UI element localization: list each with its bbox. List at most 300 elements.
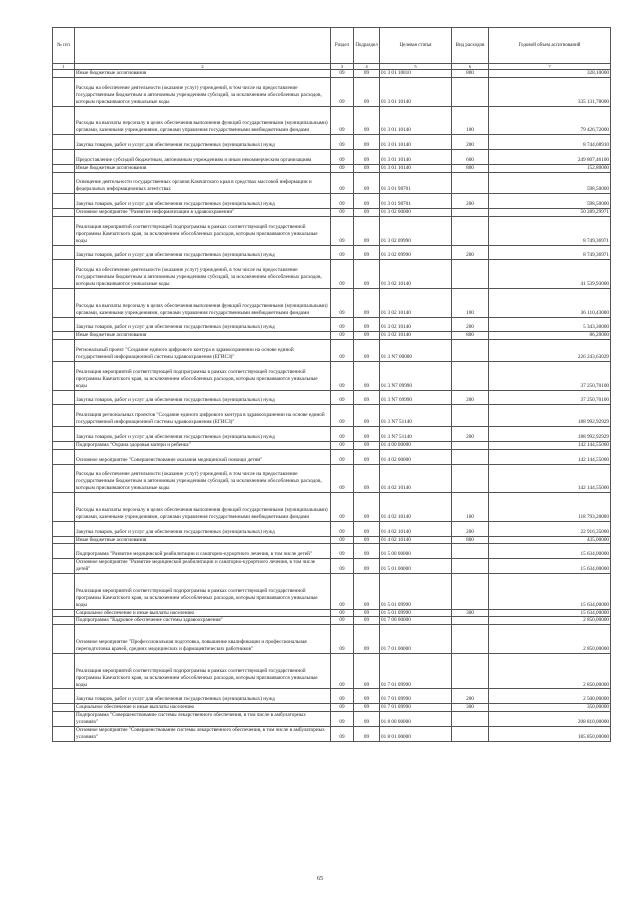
table-row <box>53 712 611 727</box>
cell-amount: 2 850,00000 <box>489 653 611 689</box>
cell-vid <box>452 559 489 574</box>
cell-article: 01 7 00 00000 <box>380 617 452 625</box>
cell-name: Предоставление субсидий бюджетным, автономным учреждениям и иным некоммерческим организациям <box>75 149 331 164</box>
cell-vid: 800 <box>452 164 489 172</box>
table-body <box>53 70 611 742</box>
cell-vid <box>452 340 489 362</box>
cell-article: 01 8 01 00000 <box>380 726 452 741</box>
cell-podrazdel: 09 <box>354 712 380 727</box>
cell-razdel: 09 <box>331 164 354 172</box>
cell-podrazdel: 09 <box>354 653 380 689</box>
cell-razdel: 09 <box>331 172 354 194</box>
header-num: № п/п <box>53 28 75 64</box>
cell-article: 01 3 01 10010 <box>380 70 452 78</box>
cell-vid <box>452 172 489 194</box>
cell-num <box>53 493 75 522</box>
cell-razdel: 09 <box>331 464 354 493</box>
cell-vid <box>452 77 489 106</box>
cell-podrazdel: 09 <box>354 332 380 340</box>
cell-vid <box>452 617 489 625</box>
cell-amount: 22 916,35000 <box>489 521 611 536</box>
cell-amount: 36 110,43000 <box>489 288 611 317</box>
cell-num <box>53 536 75 544</box>
cell-podrazdel: 09 <box>354 216 380 245</box>
table-row <box>53 260 611 289</box>
cell-num <box>53 726 75 741</box>
cell-article: 01 7 01 00000 <box>380 625 452 654</box>
cell-name: Расходы на выплаты персоналу в целях обеспечения выполнения функций государственными (муниципальными) органами, казенными учреждениями, органами управления государственными внебюджетными фондами <box>75 106 331 135</box>
page-number: 65 <box>317 876 323 882</box>
cell-podrazdel: 09 <box>354 559 380 574</box>
cell-razdel: 09 <box>331 405 354 427</box>
cell-razdel: 09 <box>331 704 354 712</box>
cell-razdel: 09 <box>331 332 354 340</box>
table-row <box>53 449 611 464</box>
cell-amount: 185 850,00000 <box>489 726 611 741</box>
cell-razdel: 09 <box>331 536 354 544</box>
cell-razdel: 09 <box>331 216 354 245</box>
cell-razdel: 09 <box>331 625 354 654</box>
cell-article: 01 5 01 09990 <box>380 574 452 610</box>
column-number: 4 <box>354 64 380 70</box>
cell-vid <box>452 405 489 427</box>
cell-name: Основное мероприятие "Развитие медицинской реабилитации и санаторно-курортного лечения, в том числе детей" <box>75 559 331 574</box>
cell-num <box>53 288 75 317</box>
cell-num <box>53 544 75 559</box>
cell-name: Подпрограмма "Охрана здоровья матери и ребенка" <box>75 441 331 449</box>
cell-name: Подпрограмма "Кадровое обеспечение системы здравоохранения" <box>75 617 331 625</box>
cell-vid: 100 <box>452 288 489 317</box>
cell-razdel: 09 <box>331 209 354 217</box>
cell-vid: 200 <box>452 135 489 150</box>
cell-num <box>53 609 75 617</box>
cell-razdel: 09 <box>331 427 354 442</box>
cell-razdel: 09 <box>331 245 354 260</box>
cell-vid: 100 <box>452 106 489 135</box>
cell-name: Расходы на выплаты персоналу в целях обеспечения выполнения функций государственными (муниципальными) органами, казенными учреждениями, органами управления государственными внебюджетными фондами <box>75 288 331 317</box>
cell-name: Иные бюджетные ассигнования <box>75 536 331 544</box>
cell-razdel: 09 <box>331 521 354 536</box>
cell-vid: 100 <box>452 493 489 522</box>
cell-article: 01 8 00 00000 <box>380 712 452 727</box>
cell-amount: 15 634,00000 <box>489 544 611 559</box>
cell-podrazdel: 09 <box>354 390 380 405</box>
cell-amount: 15 634,00000 <box>489 609 611 617</box>
cell-razdel: 09 <box>331 441 354 449</box>
cell-podrazdel: 09 <box>354 464 380 493</box>
header-amount: Годовой объем ассигнований <box>489 28 611 64</box>
cell-article: 01 3 N7 00000 <box>380 340 452 362</box>
cell-article: 01 5 00 00000 <box>380 544 452 559</box>
cell-article: 01 3 01 10140 <box>380 164 452 172</box>
table-row <box>53 390 611 405</box>
cell-podrazdel: 09 <box>354 609 380 617</box>
cell-article: 01 3 01 98701 <box>380 194 452 209</box>
cell-amount: 50 289,29971 <box>489 209 611 217</box>
cell-razdel: 09 <box>331 77 354 106</box>
cell-razdel: 09 <box>331 70 354 78</box>
cell-amount: 598,50000 <box>489 172 611 194</box>
table-row <box>53 216 611 245</box>
cell-vid <box>452 544 489 559</box>
cell-vid: 300 <box>452 609 489 617</box>
cell-podrazdel: 09 <box>354 726 380 741</box>
cell-num <box>53 172 75 194</box>
header-article: Целевая статья <box>380 28 452 64</box>
cell-podrazdel: 09 <box>354 260 380 289</box>
cell-article: 01 7 01 09990 <box>380 653 452 689</box>
table-row <box>53 726 611 741</box>
cell-num <box>53 340 75 362</box>
cell-article: 01 3 02 10140 <box>380 332 452 340</box>
table-row <box>53 493 611 522</box>
table-header-row <box>53 28 611 64</box>
cell-podrazdel: 09 <box>354 521 380 536</box>
table-row <box>53 209 611 217</box>
cell-vid: 800 <box>452 70 489 78</box>
cell-name: Расходы на обеспечение деятельности (оказание услуг) учреждений, в том числе на предоставление государственным бюджетным и автономным учреждениям субсидий, за исключением обособленных расходов, которым присваиваются уникальные коды <box>75 260 331 289</box>
cell-amount: 350,00000 <box>489 704 611 712</box>
cell-amount: 188 992,92929 <box>489 405 611 427</box>
table-row <box>53 288 611 317</box>
cell-num <box>53 689 75 704</box>
cell-num <box>53 521 75 536</box>
cell-razdel: 09 <box>331 712 354 727</box>
cell-razdel: 09 <box>331 449 354 464</box>
cell-article: 01 3 01 10140 <box>380 135 452 150</box>
cell-name: Освещение деятельности государственных органов Камчатского края в средствах массовой информации и федеральных информационных агентствах <box>75 172 331 194</box>
cell-name: Социальное обеспечение и иные выплаты населению <box>75 704 331 712</box>
cell-podrazdel: 09 <box>354 164 380 172</box>
table-row <box>53 164 611 172</box>
cell-podrazdel: 09 <box>354 441 380 449</box>
cell-vid: 800 <box>452 332 489 340</box>
cell-name: Основное мероприятие "Совершенствование системы лекарственного обеспечения, в том числе в амбулаторных условиях" <box>75 726 331 741</box>
cell-razdel: 09 <box>331 559 354 574</box>
cell-article: 01 3 02 09990 <box>380 245 452 260</box>
cell-name: Региональный проект "Создание единого цифрового контура в здравоохранении на основе единой государственной информационной системы здравоохранения (ЕГИСЗ)" <box>75 340 331 362</box>
cell-amount: 435,00000 <box>489 536 611 544</box>
cell-podrazdel: 09 <box>354 317 380 332</box>
cell-amount: 5 343,30000 <box>489 317 611 332</box>
cell-name: Реализация мероприятий соответствующей подпрограммы в рамках соответствующей государственной программы Камчатского края, за исключением обособленных расходов, которым присваиваются уникальные коды <box>75 653 331 689</box>
cell-podrazdel: 09 <box>354 194 380 209</box>
cell-article: 01 7 01 09990 <box>380 689 452 704</box>
cell-num <box>53 405 75 427</box>
cell-article: 01 4 00 00000 <box>380 441 452 449</box>
cell-num <box>53 390 75 405</box>
cell-article: 01 7 01 09990 <box>380 704 452 712</box>
table-row <box>53 464 611 493</box>
table-row <box>53 441 611 449</box>
cell-amount: 15 634,00000 <box>489 574 611 610</box>
cell-podrazdel: 09 <box>354 574 380 610</box>
cell-vid: 300 <box>452 704 489 712</box>
table-row <box>53 194 611 209</box>
table-row <box>53 149 611 164</box>
cell-article: 01 5 01 09990 <box>380 609 452 617</box>
table-row <box>53 245 611 260</box>
cell-num <box>53 260 75 289</box>
cell-num <box>53 361 75 390</box>
cell-podrazdel: 09 <box>354 135 380 150</box>
cell-vid: 200 <box>452 390 489 405</box>
cell-podrazdel: 09 <box>354 172 380 194</box>
cell-vid: 200 <box>452 245 489 260</box>
cell-num <box>53 332 75 340</box>
cell-podrazdel: 09 <box>354 149 380 164</box>
cell-amount: 8 749,36971 <box>489 245 611 260</box>
table-row <box>53 340 611 362</box>
table-row <box>53 653 611 689</box>
cell-article: 01 4 02 10140 <box>380 493 452 522</box>
table-row <box>53 70 611 78</box>
cell-vid <box>452 209 489 217</box>
cell-num <box>53 164 75 172</box>
cell-article: 01 3 02 10140 <box>380 260 452 289</box>
cell-num <box>53 449 75 464</box>
table-row <box>53 106 611 135</box>
cell-article: 01 3 01 98701 <box>380 172 452 194</box>
cell-amount: 37 250,70100 <box>489 390 611 405</box>
cell-vid <box>452 574 489 610</box>
table-row <box>53 405 611 427</box>
cell-amount: 226 243,63029 <box>489 340 611 362</box>
cell-podrazdel: 09 <box>354 544 380 559</box>
cell-podrazdel: 09 <box>354 340 380 362</box>
cell-amount: 118 793,20000 <box>489 493 611 522</box>
cell-num <box>53 70 75 78</box>
cell-razdel: 09 <box>331 609 354 617</box>
cell-razdel: 09 <box>331 106 354 135</box>
cell-vid: 200 <box>452 689 489 704</box>
cell-article: 01 3 N7 09990 <box>380 390 452 405</box>
cell-vid <box>452 726 489 741</box>
cell-article: 01 3 02 10140 <box>380 317 452 332</box>
cell-vid <box>452 441 489 449</box>
cell-name: Основное мероприятие "Совершенствование оказания медицинской помощи детям" <box>75 449 331 464</box>
cell-article: 01 3 N7 51140 <box>380 405 452 427</box>
cell-razdel: 09 <box>331 194 354 209</box>
cell-name: Реализация мероприятий соответствующей подпрограммы в рамках соответствующей государственной программы Камчатского края, за исключением обособленных расходов, которым присваиваются уникальные коды <box>75 361 331 390</box>
cell-razdel: 09 <box>331 653 354 689</box>
cell-article: 01 5 01 00000 <box>380 559 452 574</box>
cell-name: Закупка товаров, работ и услуг для обеспечения государственных (муниципальных) нужд <box>75 390 331 405</box>
cell-podrazdel: 09 <box>354 689 380 704</box>
cell-name: Закупка товаров, работ и услуг для обеспечения государственных (муниципальных) нужд <box>75 135 331 150</box>
cell-amount: 152,80000 <box>489 164 611 172</box>
cell-razdel: 09 <box>331 317 354 332</box>
cell-name: Расходы на выплаты персоналу в целях обеспечения выполнения функций государственными (муниципальными) органами, казенными учреждениями, органами управления государственными внебюджетными фондами <box>75 493 331 522</box>
table-row <box>53 135 611 150</box>
cell-name: Реализация мероприятий соответствующей подпрограммы в рамках соответствующей государственной программы Камчатского края, за исключением обособленных расходов, которым присваиваются уникальные коды <box>75 574 331 610</box>
cell-article: 01 3 01 10140 <box>380 149 452 164</box>
column-number: 7 <box>489 64 611 70</box>
cell-podrazdel: 09 <box>354 245 380 260</box>
cell-vid <box>452 361 489 390</box>
table-row <box>53 172 611 194</box>
cell-vid <box>452 712 489 727</box>
cell-num <box>53 653 75 689</box>
cell-podrazdel: 09 <box>354 77 380 106</box>
cell-podrazdel: 09 <box>354 493 380 522</box>
cell-amount: 2 850,00000 <box>489 625 611 654</box>
table-row <box>53 609 611 617</box>
cell-name: Закупка товаров, работ и услуг для обеспечения государственных (муниципальных) нужд <box>75 317 331 332</box>
cell-vid: 600 <box>452 149 489 164</box>
cell-vid <box>452 260 489 289</box>
table-row <box>53 544 611 559</box>
cell-article: 01 3 02 09990 <box>380 216 452 245</box>
cell-podrazdel: 09 <box>354 704 380 712</box>
header-name <box>75 28 331 64</box>
cell-article: 01 4 02 10140 <box>380 536 452 544</box>
cell-num <box>53 704 75 712</box>
table-row <box>53 536 611 544</box>
cell-razdel: 09 <box>331 149 354 164</box>
cell-amount: 41 539,93000 <box>489 260 611 289</box>
cell-vid: 200 <box>452 521 489 536</box>
table-row <box>53 317 611 332</box>
cell-name: Подпрограмма "Совершенствование системы лекарственного обеспечения, в том числе в амбулаторных условиях" <box>75 712 331 727</box>
cell-num <box>53 712 75 727</box>
cell-amount: 15 634,00000 <box>489 559 611 574</box>
budget-table <box>52 27 611 742</box>
cell-article: 01 4 02 10140 <box>380 464 452 493</box>
cell-article: 01 3 02 00000 <box>380 209 452 217</box>
cell-name: Иные бюджетные ассигнования <box>75 70 331 78</box>
cell-razdel: 09 <box>331 390 354 405</box>
cell-vid: 200 <box>452 194 489 209</box>
column-number: 3 <box>331 64 354 70</box>
table-row <box>53 574 611 610</box>
cell-razdel: 09 <box>331 617 354 625</box>
cell-name: Основное мероприятие "Профессиональная подготовка, повышение квалификации и профессиональная переподготовка врачей, средних медицинских и фармацевтических работников" <box>75 625 331 654</box>
cell-name: Закупка товаров, работ и услуг для обеспечения государственных (муниципальных) нужд <box>75 427 331 442</box>
table-row <box>53 689 611 704</box>
table-row <box>53 559 611 574</box>
cell-num <box>53 245 75 260</box>
header-vid: Вид расходов <box>452 28 489 64</box>
cell-razdel: 09 <box>331 689 354 704</box>
cell-vid: 800 <box>452 536 489 544</box>
table-row <box>53 427 611 442</box>
cell-podrazdel: 09 <box>354 70 380 78</box>
cell-vid <box>452 464 489 493</box>
cell-name: Закупка товаров, работ и услуг для обеспечения государственных (муниципальных) нужд <box>75 521 331 536</box>
cell-podrazdel: 09 <box>354 405 380 427</box>
cell-vid: 200 <box>452 317 489 332</box>
table-row <box>53 704 611 712</box>
cell-amount: 8 749,36971 <box>489 216 611 245</box>
cell-razdel: 09 <box>331 288 354 317</box>
table-row <box>53 361 611 390</box>
cell-amount: 598,50000 <box>489 194 611 209</box>
cell-num <box>53 625 75 654</box>
cell-vid <box>452 216 489 245</box>
column-number: 6 <box>452 64 489 70</box>
cell-podrazdel: 09 <box>354 625 380 654</box>
cell-num <box>53 135 75 150</box>
cell-num <box>53 617 75 625</box>
cell-article: 01 3 01 10140 <box>380 106 452 135</box>
table-row <box>53 77 611 106</box>
cell-amount: 79 426,72000 <box>489 106 611 135</box>
cell-amount: 328,10000 <box>489 70 611 78</box>
cell-num <box>53 106 75 135</box>
cell-razdel: 09 <box>331 260 354 289</box>
cell-article: 01 3 N7 09990 <box>380 361 452 390</box>
cell-num <box>53 77 75 106</box>
table-row <box>53 617 611 625</box>
cell-razdel: 09 <box>331 340 354 362</box>
cell-num <box>53 559 75 574</box>
cell-num <box>53 216 75 245</box>
cell-article: 01 3 N7 51140 <box>380 427 452 442</box>
cell-razdel: 09 <box>331 574 354 610</box>
cell-name: Подпрограмма "Развитие медицинской реабилитации и санаторно-курортного лечения, в том числе детей" <box>75 544 331 559</box>
header-podrazdel: Подраздел <box>354 28 380 64</box>
column-number: 1 <box>53 64 75 70</box>
cell-podrazdel: 09 <box>354 536 380 544</box>
cell-podrazdel: 09 <box>354 361 380 390</box>
cell-article: 01 4 02 00000 <box>380 449 452 464</box>
cell-name: Расходы на обеспечение деятельности (оказание услуг) учреждений, в том числе на предоставление государственным бюджетным и автономным учреждениям субсидий, за исключением обособленных расходов, которым присваиваются уникальные коды <box>75 77 331 106</box>
cell-amount: 37 250,70100 <box>489 361 611 390</box>
cell-podrazdel: 09 <box>354 209 380 217</box>
cell-podrazdel: 09 <box>354 427 380 442</box>
table-row <box>53 521 611 536</box>
cell-podrazdel: 09 <box>354 288 380 317</box>
cell-amount: 2 850,00000 <box>489 617 611 625</box>
cell-amount: 8 744,08910 <box>489 135 611 150</box>
cell-amount: 2 500,00000 <box>489 689 611 704</box>
cell-name: Реализация мероприятий соответствующей подпрограммы в рамках соответствующей государственной программы Камчатского края, за исключением обособленных расходов, которым присваиваются уникальные коды <box>75 216 331 245</box>
cell-num <box>53 149 75 164</box>
cell-amount: 188 992,92929 <box>489 427 611 442</box>
cell-name: Закупка товаров, работ и услуг для обеспечения государственных (муниципальных) нужд <box>75 194 331 209</box>
cell-amount: 86,20000 <box>489 332 611 340</box>
cell-razdel: 09 <box>331 361 354 390</box>
cell-amount: 208 810,00000 <box>489 712 611 727</box>
cell-num <box>53 464 75 493</box>
cell-amount: 335 131,78000 <box>489 77 611 106</box>
cell-podrazdel: 09 <box>354 449 380 464</box>
cell-article: 01 4 02 10140 <box>380 521 452 536</box>
cell-razdel: 09 <box>331 135 354 150</box>
cell-podrazdel: 09 <box>354 106 380 135</box>
cell-num <box>53 317 75 332</box>
table-row <box>53 332 611 340</box>
cell-num <box>53 574 75 610</box>
column-number: 5 <box>380 64 452 70</box>
cell-razdel: 09 <box>331 493 354 522</box>
cell-name: Реализация региональных проектов "Создание единого цифрового контура в здравоохранении на основе единой государственной информационной системы здравоохранения (ЕГИСЗ)" <box>75 405 331 427</box>
cell-amount: 142 144,55000 <box>489 464 611 493</box>
cell-name: Закупка товаров, работ и услуг для обеспечения государственных (муниципальных) нужд <box>75 689 331 704</box>
cell-num <box>53 194 75 209</box>
cell-vid <box>452 653 489 689</box>
cell-razdel: 09 <box>331 726 354 741</box>
cell-article: 01 3 01 10140 <box>380 77 452 106</box>
table-row <box>53 625 611 654</box>
column-number: 2 <box>75 64 331 70</box>
cell-podrazdel: 09 <box>354 617 380 625</box>
cell-num <box>53 441 75 449</box>
cell-amount: 142 144,55000 <box>489 441 611 449</box>
cell-num <box>53 427 75 442</box>
cell-vid: 200 <box>452 427 489 442</box>
